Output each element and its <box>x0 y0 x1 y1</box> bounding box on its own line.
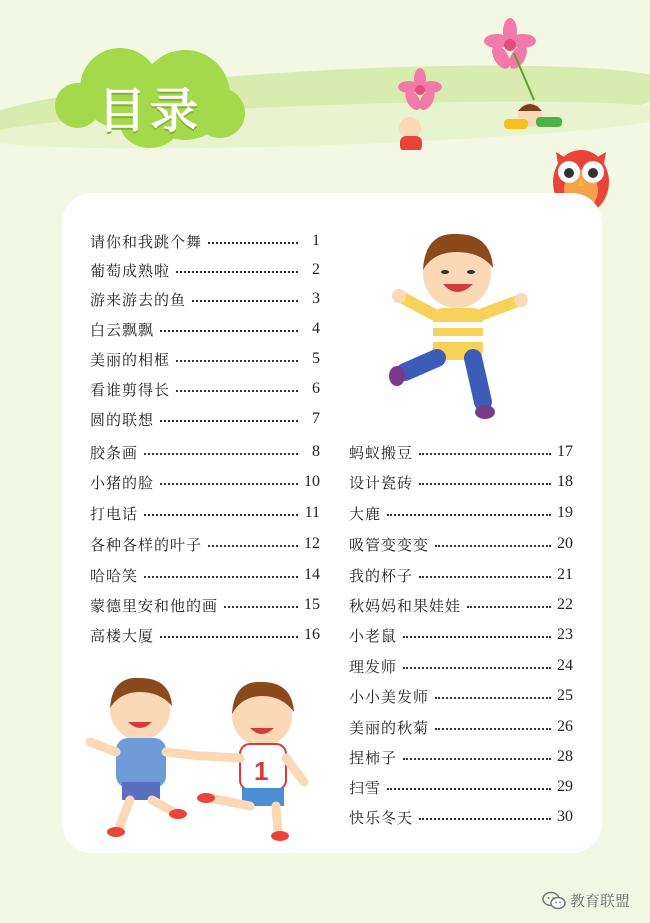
toc-entry-title: 美丽的相框 <box>90 350 171 369</box>
toc-entry-page: 20 <box>557 535 573 552</box>
toc-entry[interactable] <box>349 470 573 494</box>
leader-dots <box>435 728 551 730</box>
toc-entry-page: 14 <box>304 566 320 583</box>
toc-entry-title: 蚂蚁搬豆 <box>349 443 414 462</box>
leader-dots <box>160 636 298 638</box>
toc-entry-title: 看谁剪得长 <box>90 380 171 399</box>
toc-entry-page: 12 <box>304 535 320 552</box>
leader-dots <box>144 514 298 516</box>
toc-entry-page: 7 <box>312 410 320 427</box>
toc-entry[interactable] <box>90 593 320 617</box>
toc-entry-page: 15 <box>304 596 320 613</box>
toc-entry-page: 6 <box>312 380 320 397</box>
toc-entry-page: 21 <box>557 566 573 583</box>
leader-dots <box>467 606 551 608</box>
toc-entry[interactable] <box>90 623 320 647</box>
toc-entry-page: 19 <box>557 504 573 521</box>
leader-dots <box>208 242 298 244</box>
toc-entry-page: 10 <box>304 473 320 490</box>
toc-entry[interactable] <box>90 440 320 464</box>
toc-entry[interactable] <box>90 470 320 494</box>
toc-entry-page: 17 <box>557 443 573 460</box>
leader-dots <box>192 300 298 302</box>
toc-entry-title: 请你和我跳个舞 <box>90 232 203 251</box>
jumping-boy-illustration <box>385 222 535 422</box>
svg-text:1: 1 <box>254 756 269 786</box>
toc-entry[interactable] <box>349 805 573 829</box>
flower-girl-illustration <box>380 10 580 150</box>
toc-entry[interactable] <box>90 377 320 401</box>
toc-entry[interactable] <box>349 745 573 769</box>
wechat-icon <box>542 891 566 911</box>
toc-entry-title: 小老鼠 <box>349 626 398 645</box>
toc-entry-page: 30 <box>557 808 573 825</box>
leader-dots <box>419 453 551 455</box>
toc-entry-title: 圆的联想 <box>90 410 155 429</box>
leader-dots <box>208 545 298 547</box>
toc-entry-title: 秋妈妈和果娃娃 <box>349 596 462 615</box>
toc-entry[interactable] <box>349 501 573 525</box>
toc-entry[interactable] <box>90 258 320 282</box>
toc-entry-title: 小小美发师 <box>349 687 430 706</box>
toc-entry[interactable] <box>349 654 573 678</box>
leader-dots <box>160 483 298 485</box>
leader-dots <box>435 697 551 699</box>
toc-entry-title: 白云飘飘 <box>90 320 155 339</box>
toc-entry-page: 18 <box>557 473 573 490</box>
toc-entry-page: 23 <box>557 626 573 643</box>
toc-entry-title: 捏柿子 <box>349 748 398 767</box>
leader-dots <box>176 390 298 392</box>
toc-entry-page: 29 <box>557 778 573 795</box>
toc-entry-title: 大鹿 <box>349 504 382 523</box>
leader-dots <box>224 606 298 608</box>
toc-entry-page: 8 <box>312 443 320 460</box>
leader-dots <box>419 818 551 820</box>
two-kids-illustration <box>82 672 312 842</box>
toc-entry[interactable] <box>90 501 320 525</box>
toc-entry-page: 24 <box>557 657 573 674</box>
leader-dots <box>387 514 551 516</box>
toc-entry-page: 22 <box>557 596 573 613</box>
leader-dots <box>160 420 298 422</box>
toc-entry-title: 高楼大厦 <box>90 626 155 645</box>
toc-entry-page: 5 <box>312 350 320 367</box>
leader-dots <box>144 453 298 455</box>
toc-entry[interactable] <box>90 563 320 587</box>
leader-dots <box>403 636 551 638</box>
toc-entry-page: 4 <box>312 320 320 337</box>
toc-entry-title: 各种各样的叶子 <box>90 535 203 554</box>
toc-entry[interactable] <box>349 563 573 587</box>
toc-entry-title: 小猪的脸 <box>90 473 155 492</box>
toc-entry-title: 蒙德里安和他的画 <box>90 596 219 615</box>
leader-dots <box>176 360 298 362</box>
toc-entry-title: 葡萄成熟啦 <box>90 261 171 280</box>
leader-dots <box>176 271 298 273</box>
toc-entry-title: 哈哈笑 <box>90 566 139 585</box>
watermark <box>542 890 630 911</box>
toc-entry[interactable] <box>349 532 573 556</box>
toc-entry-title: 理发师 <box>349 657 398 676</box>
toc-entry[interactable] <box>349 440 573 464</box>
toc-entry-page: 1 <box>312 232 320 249</box>
leader-dots <box>419 576 551 578</box>
toc-entry-title: 我的杯子 <box>349 566 414 585</box>
toc-entry-title: 胶条画 <box>90 443 139 462</box>
toc-entry-page: 28 <box>557 748 573 765</box>
toc-entry-title: 快乐冬天 <box>349 808 414 827</box>
leader-dots <box>403 667 551 669</box>
toc-entry[interactable] <box>349 715 573 739</box>
leader-dots <box>144 576 298 578</box>
toc-entry[interactable] <box>90 407 320 431</box>
toc-entry[interactable] <box>349 775 573 799</box>
toc-entry[interactable] <box>90 317 320 341</box>
toc-entry-page: 11 <box>304 504 320 521</box>
leader-dots <box>387 788 551 790</box>
toc-entry-title: 吸管变变变 <box>349 535 430 554</box>
toc-entry[interactable] <box>349 593 573 617</box>
toc-entry-page: 25 <box>557 687 573 704</box>
toc-entry-page: 2 <box>312 261 320 278</box>
leader-dots <box>419 483 551 485</box>
toc-entry[interactable] <box>90 229 320 253</box>
toc-entry[interactable] <box>90 532 320 556</box>
watermark-text: 教育联盟 <box>569 892 630 910</box>
toc-entry-page: 16 <box>304 626 320 643</box>
toc-entry[interactable] <box>349 623 573 647</box>
leader-dots <box>403 758 551 760</box>
toc-entry-page: 3 <box>312 290 320 307</box>
toc-entry-title: 游来游去的鱼 <box>90 290 187 309</box>
toc-entry-title: 美丽的秋菊 <box>349 718 430 737</box>
toc-entry[interactable] <box>90 287 320 311</box>
toc-entry-title: 打电话 <box>90 504 139 523</box>
toc-entry-page: 26 <box>557 718 573 735</box>
toc-entry-title: 设计瓷砖 <box>349 473 414 492</box>
toc-entry[interactable] <box>349 684 573 708</box>
toc-entry-title: 扫雪 <box>349 778 382 797</box>
leader-dots <box>435 545 551 547</box>
page-title: 目录 <box>98 83 203 139</box>
toc-entry[interactable] <box>90 347 320 371</box>
leader-dots <box>160 330 298 332</box>
